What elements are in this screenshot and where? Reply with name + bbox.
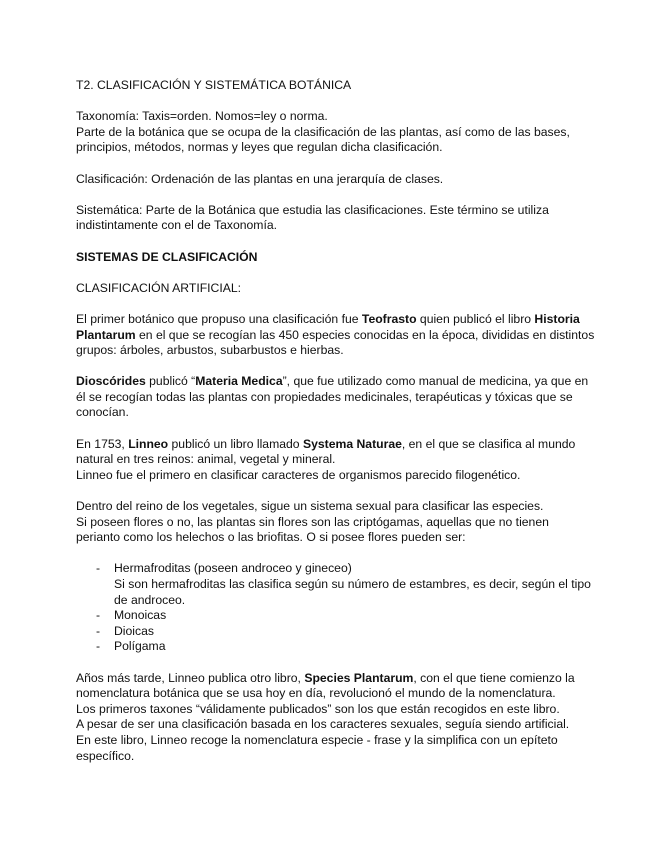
text-line: Taxonomía: Taxis=orden. Nomos=ley o norma. [76,109,328,124]
text-line: específico. [76,748,135,763]
list-item [76,624,576,640]
list-item [76,561,591,608]
text-line: Años más tarde, Linneo publica otro libro, Species Plantarum, con el que tiene comienzo la [76,670,575,685]
text-line: él se recogían todas las plantas con propiedades medicinales, terapéuticas y tóxicas que se [76,389,573,404]
species-paragraph [76,671,576,765]
text-line: Si son hermafroditas las clasifica según su número de estambres, es decir, según el tipo [114,577,591,591]
document-title: T2. CLASIFICACIÓN Y SISTEMÁTICA BOTÁNICA [76,78,352,92]
text-line: Parte de la botánica que se ocupa de la clasificación de las plantas, así como de las bases, [76,124,570,139]
linneo-paragraph [76,437,576,484]
text-line: En 1753, Linneo publicó un libro llamado Systema Naturae, en el que se clasifica al mundo [76,436,576,451]
text-line: principios, métodos, normas y leyes que regulan dicha clasificación. [76,140,443,155]
list-bullet: - [96,639,101,654]
text-line: de androceo. [114,592,186,607]
dioscorides-paragraph [76,374,589,421]
text-line: Hermafroditas (poseen androceo y gineceo) [114,561,352,576]
text-line: Si poseen flores o no, las plantas sin flores son las criptógamas, aquellas que no tienen [76,514,549,529]
clasificacion-paragraph [76,172,576,188]
text-line: Los primeros taxones “válidamente publicados” son los que están recogidos en este libro. [76,701,560,716]
text-line: Sistemática: Parte de la Botánica que estudia las clasificaciones. Este término se utiliza [76,202,549,217]
list-item [76,608,576,624]
flower-type-list [76,561,591,655]
text-line: Plantarum en el que se recogían las 450 especies conocidas en la época, divididas en distintos [76,327,595,342]
text-line: Polígama [114,639,166,654]
taxonomia-paragraph [76,109,576,156]
text-line: Clasificación: Ordenación de las plantas en una jerarquía de clases. [76,171,444,186]
text-line: conocían. [76,405,129,420]
text-line: Monoicas [114,608,167,623]
text-line: A pesar de ser una clasificación basada en los caracteres sexuales, seguía siendo artificial. [76,717,570,732]
text-line: grupos: árboles, arbustos, subarbustos e hierbas. [76,343,344,358]
document-page [76,78,595,764]
text-line: indistintamente con el de Taxonomía. [76,218,277,233]
list-bullet: - [96,608,101,623]
artificial-heading: CLASIFICACIÓN ARTIFICIAL: [76,280,242,295]
text-line: Dioicas [114,623,154,638]
list-bullet: - [96,623,101,638]
text-line: natural en tres reinos: animal, vegetal y mineral. [76,452,336,467]
sistematica-paragraph [76,203,576,234]
text-line: Dioscórides publicó “Materia Medica”, que fue utilizado como manual de medicina, ya que en [76,374,589,389]
list-bullet: - [96,561,101,576]
sistemas-heading: SISTEMAS DE CLASIFICACIÓN [76,249,258,264]
text-line: perianto como los helechos o las briofitas. O si posee flores pueden ser: [76,530,466,545]
text-line: nomenclatura botánica que se usa hoy en día, revolucionó el mundo de la nomenclatura. [76,686,556,701]
list-item [76,639,576,655]
text-line: Dentro del reino de los vegetales, sigue un sistema sexual para clasificar las especies. [76,499,544,514]
text-line: En este libro, Linneo recoge la nomenclatura especie - frase y la simplifica con un epíteto [76,732,558,747]
text-line: El primer botánico que propuso una clasificación fue Teofrasto quien publicó el libro Historia [76,311,580,326]
vegetales-paragraph [76,499,576,546]
text-line: Linneo fue el primero en clasificar caracteres de organismos parecido filogenético. [76,467,521,482]
teofrasto-paragraph [76,311,595,359]
